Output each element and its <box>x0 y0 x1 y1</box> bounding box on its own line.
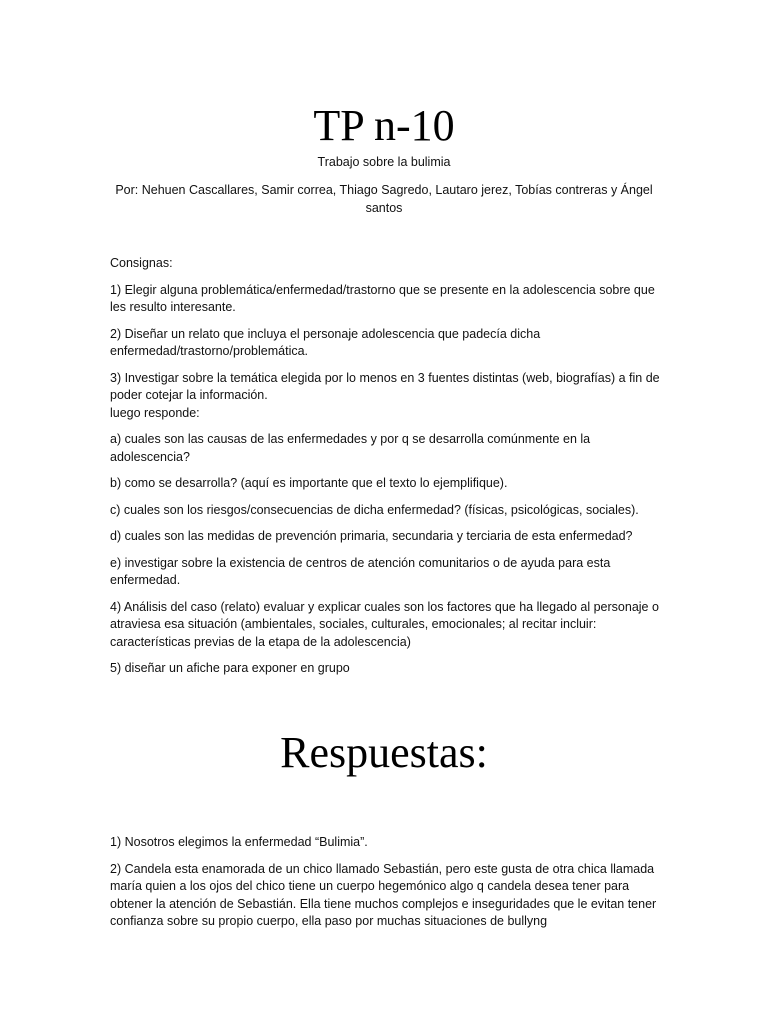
consignas-heading: Consignas: <box>110 256 173 270</box>
document-subtitle: Trabajo sobre la bulimia <box>317 155 451 169</box>
document-authors: Por: Nehuen Cascallares, Samir correa, Thiago Sagredo, Lautaro jerez, Tobías contreras y Ángel santos <box>115 183 653 215</box>
consigna-item-1: 1) Elegir alguna problemática/enfermedad/trastorno que se presente en la adolescencia sobre que les resulto interesante. <box>110 282 655 314</box>
consignas-section <box>110 255 660 687</box>
consigna-item-d: d) cuales son las medidas de prevención primaria, secundaria y terciaria de esta enfermedad? <box>110 529 633 543</box>
consigna-item-a: a) cuales son las causas de las enfermedades y por q se desarrolla comúnmente en la adolescencia? <box>110 432 591 464</box>
respuesta-item-1: 1) Nosotros elegimos la enfermedad “Bulimia”. <box>110 835 368 849</box>
respuesta-item-2: 2) Candela esta enamorada de un chico llamado Sebastián, pero este gusta de otra chica llamada maría quien a los ojos del chico tiene un cuerpo hegemónico algo q candela desea tener para obtener la atención de Sebastián. Ella tiene muchos complejos e inseguridades que le evitan tener confianza sobre su propio cuerpo, ella paso por muchas situaciones de bullyng <box>110 861 657 928</box>
consigna-item-5: 5) diseñar un afiche para exponer en grupo <box>110 661 350 675</box>
respuestas-heading: Respuestas: <box>280 728 488 777</box>
consigna-item-c: c) cuales son los riesgos/consecuencias de dicha enfermedad? (físicas, psicológicas, sociales). <box>110 502 639 517</box>
document-title: TP n-10 <box>313 101 455 150</box>
consigna-item-2: 2) Diseñar un relato que incluya el personaje adolescencia que padecía dicha enfermedad/trastorno/problemática. <box>110 326 541 358</box>
respuestas-section <box>110 834 660 940</box>
consigna-item-4: 4) Análisis del caso (relato) evaluar y explicar cuales son los factores que ha llegado al personaje o atraviesa esa situación (ambientales, sociales, culturales, emocionales; al recitar incluir: características previas de la etapa de la adolescencia) <box>110 599 659 649</box>
consigna-item-3: 3) Investigar sobre la temática elegida por lo menos en 3 fuentes distintas (web, biografías) a fin de poder cotejar la información. <box>110 370 660 402</box>
consigna-item-3-followup: luego responde: <box>110 405 200 420</box>
consigna-item-b: b) como se desarrolla? (aquí es importante que el texto lo ejemplifique). <box>110 476 508 490</box>
consigna-item-e: e) investigar sobre la existencia de centros de atención comunitarios o de ayuda para esta enfermedad. <box>110 555 611 587</box>
